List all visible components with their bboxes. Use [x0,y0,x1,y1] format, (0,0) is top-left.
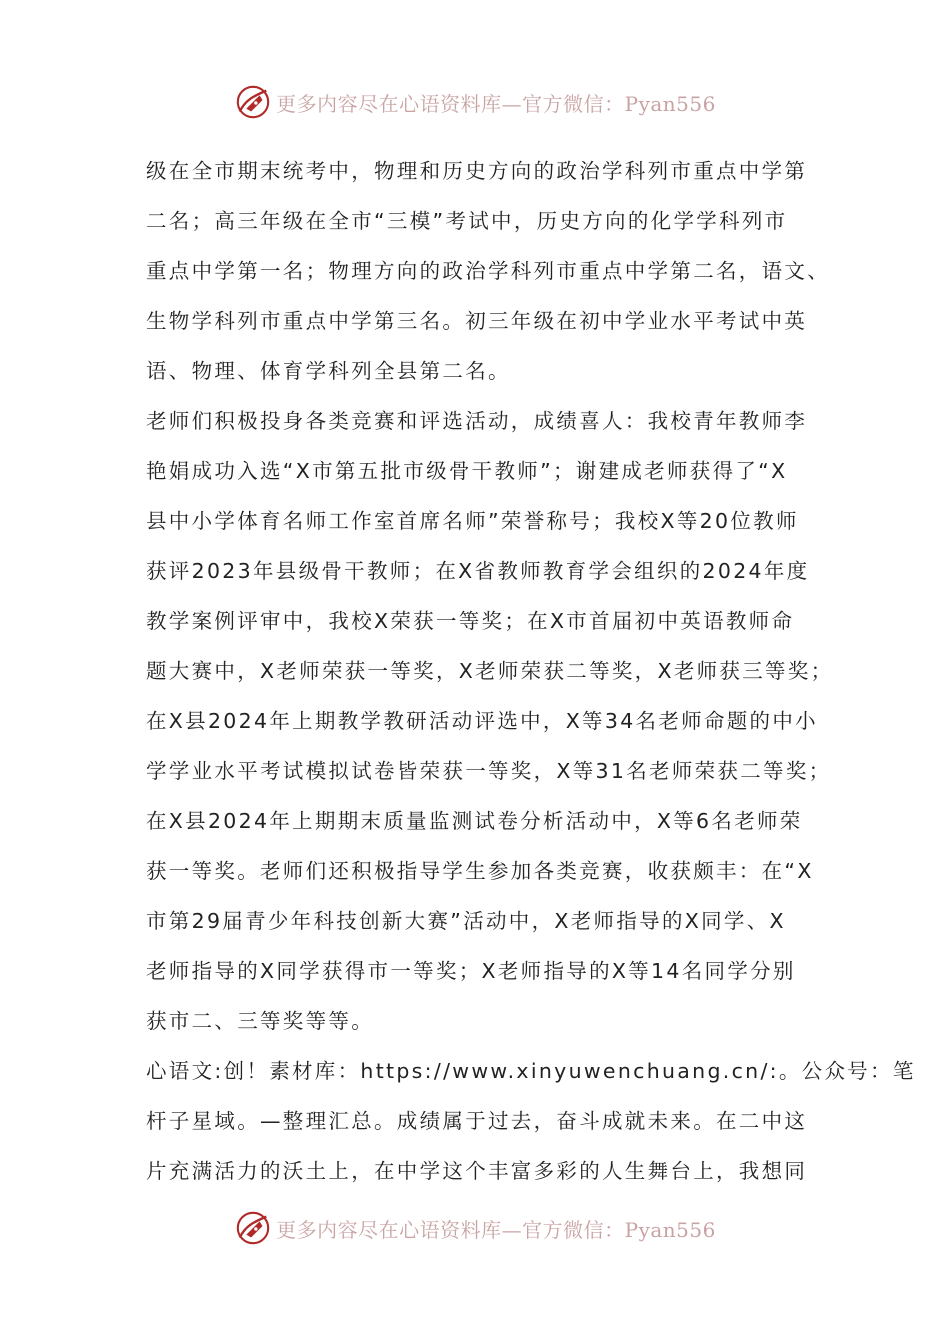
text-line: 市第29届青少年科技创新大赛”活动中，X老师指导的X同学、X [146,909,786,933]
text-line: 学学业水平考试模拟试卷皆荣获一等奖，X等31名老师荣获二等奖； [146,759,832,783]
text-line: 获一等奖。老师们还积极指导学生参加各类竞赛，收获颇丰：在“X [146,859,814,883]
text-line: 获市二、三等奖等等。 [146,1009,374,1033]
header-banner-text: 更多内容尽在心语资料库—官方微信：Pyan556 [276,91,716,116]
text-line: 二名；高三年级在全市“三模”考试中，历史方向的化学学科列市 [146,209,788,233]
text-line: 生物学科列市重点中学第三名。初三年级在初中学业水平考试中英 [146,309,808,333]
paragraph-3 [146,1046,916,1196]
document-body [146,146,916,1196]
text-line: 片充满活力的沃土上，在中学这个丰富多彩的人生舞台上，我想同 [146,1159,808,1183]
text-line: 获评2023年县级骨干教师；在X省教师教育学会组织的2024年度 [146,559,810,583]
text-line: 杆子星域。—整理汇总。成绩属于过去，奋斗成就未来。在二中这 [146,1109,808,1133]
text-line: 重点中学第一名；物理方向的政治学科列市重点中学第二名，语文、 [146,259,830,283]
text-line: 题大赛中，X老师荣获一等奖，X老师荣获二等奖，X老师获三等奖； [146,659,834,683]
text-line: 在X县2024年上期教学教研活动评选中，X等34名老师命题的中小 [146,709,818,733]
paragraph-2 [146,396,834,1046]
paragraph-1 [146,146,830,396]
footer-banner-text: 更多内容尽在心语资料库—官方微信：Pyan556 [276,1217,716,1242]
text-line: 教学案例评审中，我校X荣获一等奖；在X市首届初中英语教师命 [146,609,795,633]
text-line: 老师指导的X同学获得市一等奖；X老师指导的X等14名同学分别 [146,959,796,983]
pen-nib-logo-icon [234,1209,272,1247]
text-line: 老师们积极投身各类竞赛和评选活动，成绩喜人：我校青年教师李 [146,409,808,433]
text-line: 语、物理、体育学科列全县第二名。 [146,359,511,383]
header-banner [0,82,950,122]
text-line: 级在全市期末统考中，物理和历史方向的政治学科列市重点中学第 [146,159,808,183]
footer-banner [0,1208,950,1248]
text-line: 艳娟成功入选“X市第五批市级骨干教师”；谢建成老师获得了“X [146,459,788,483]
text-line: 心语文:创！素材库：https://www.xinyuwenchuang.cn/:。公众号：笔 [146,1059,916,1083]
pen-nib-logo-icon [234,83,272,121]
text-line: 在X县2024年上期期末质量监测试卷分析活动中，X等6名老师荣 [146,809,803,833]
text-line: 县中小学体育名师工作室首席名师”荣誉称号；我校X等20位教师 [146,509,799,533]
